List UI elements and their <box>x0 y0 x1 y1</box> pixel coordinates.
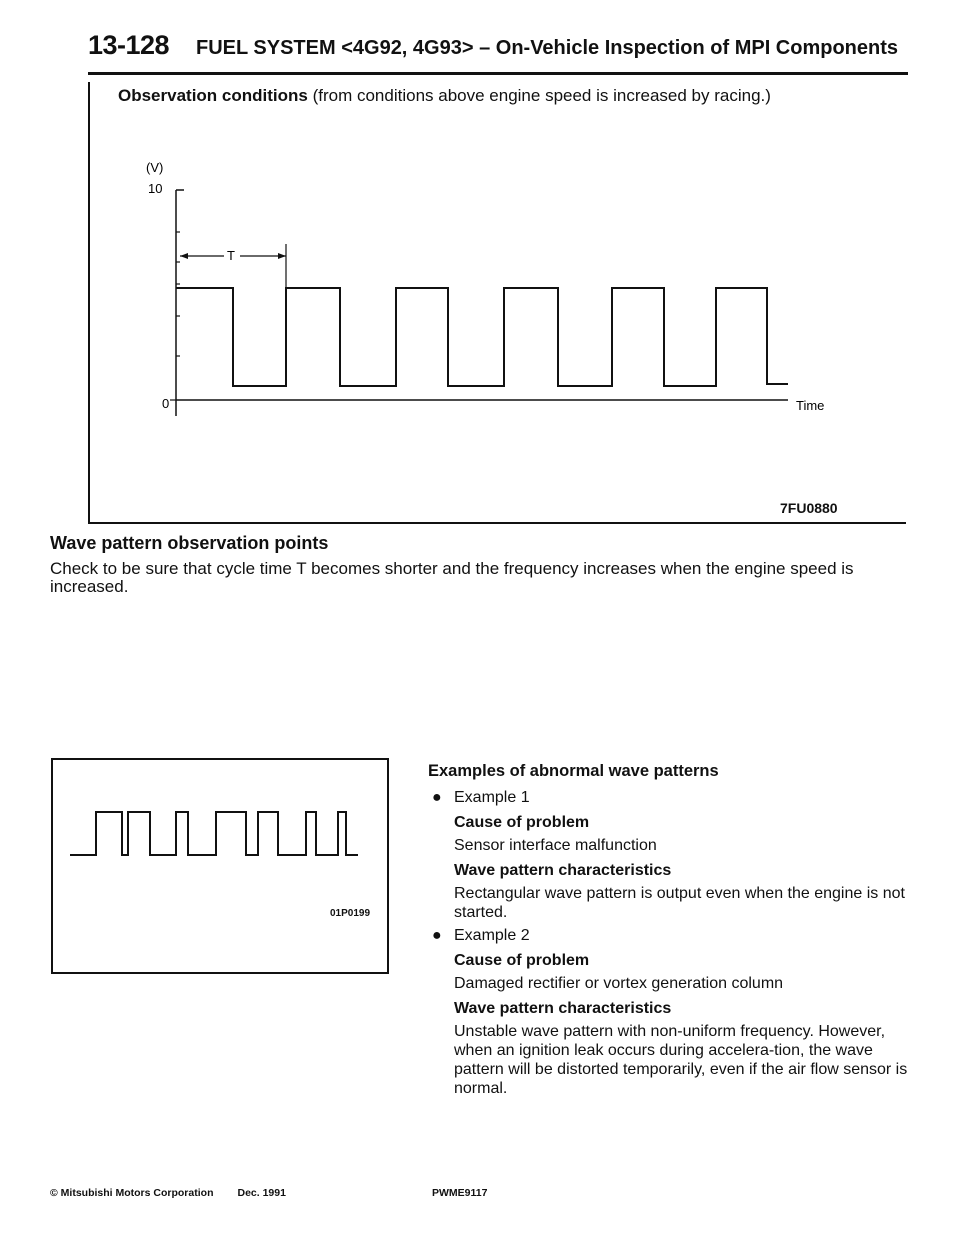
section-heading: Wave pattern observation points <box>50 533 329 553</box>
section-text: Check to be sure that cycle time T becomes shorter and the frequency increases when the engine speed is increased. <box>50 559 854 596</box>
cause-text: Damaged rectifier or vortex generation column <box>454 975 784 992</box>
abnormal-wave-trace <box>70 812 358 855</box>
characteristics-text: Rectangular wave pattern is output even when the engine is not started. <box>454 885 905 921</box>
footer-copyright <box>50 1187 286 1199</box>
observation-label: Observation conditions <box>118 86 308 105</box>
period-arrow-right <box>278 253 286 259</box>
page-number: 13-128 <box>88 30 170 60</box>
figure-code-2: 01P0199 <box>330 908 371 919</box>
copyright-text: © Mitsubishi Motors Corporation <box>50 1187 214 1199</box>
period-label: T <box>227 248 235 263</box>
example-item <box>428 926 908 1098</box>
abnormal-waveform-figure <box>70 800 360 870</box>
footer-code: PWME9117 <box>432 1187 488 1199</box>
example-item <box>428 788 908 922</box>
characteristics-label: Wave pattern characteristics <box>454 862 672 879</box>
cause-label: Cause of problem <box>454 814 590 831</box>
abnormal-examples <box>428 762 908 1102</box>
footer-date: Dec. 1991 <box>237 1187 286 1199</box>
y-max-label: 10 <box>148 181 163 196</box>
characteristics-label: Wave pattern characteristics <box>454 1000 672 1017</box>
observation-conditions <box>118 86 771 106</box>
cause-text: Sensor interface malfunction <box>454 837 657 854</box>
waveform-figure <box>140 160 840 430</box>
observation-text: (from conditions above engine speed is increased by racing.) <box>312 86 771 105</box>
example-title: Example 1 <box>454 789 530 806</box>
page-title: FUEL SYSTEM <4G92, 4G93> – On-Vehicle Inspection of MPI Components <box>196 37 899 59</box>
figure-code: 7FU0880 <box>780 500 838 516</box>
bullet-icon: ● <box>432 789 442 806</box>
square-wave-trace <box>176 288 788 386</box>
y-axis-ticks <box>170 232 180 400</box>
y-zero-label: 0 <box>162 396 170 411</box>
period-arrow-left <box>180 253 188 259</box>
bullet-icon: ● <box>432 927 442 944</box>
example-title: Example 2 <box>454 927 530 944</box>
examples-heading: Examples of abnormal wave patterns <box>428 762 719 780</box>
cause-label: Cause of problem <box>454 952 590 969</box>
x-axis-label: Time <box>796 398 825 413</box>
page-header <box>88 28 908 75</box>
y-unit-label: (V) <box>146 160 164 175</box>
characteristics-text: Unstable wave pattern with non-uniform frequency. However, when an ignition leak occurs during accelera-tion, the wave pattern will be distorted temporarily, even if the air flow sensor is normal. <box>454 1023 908 1097</box>
